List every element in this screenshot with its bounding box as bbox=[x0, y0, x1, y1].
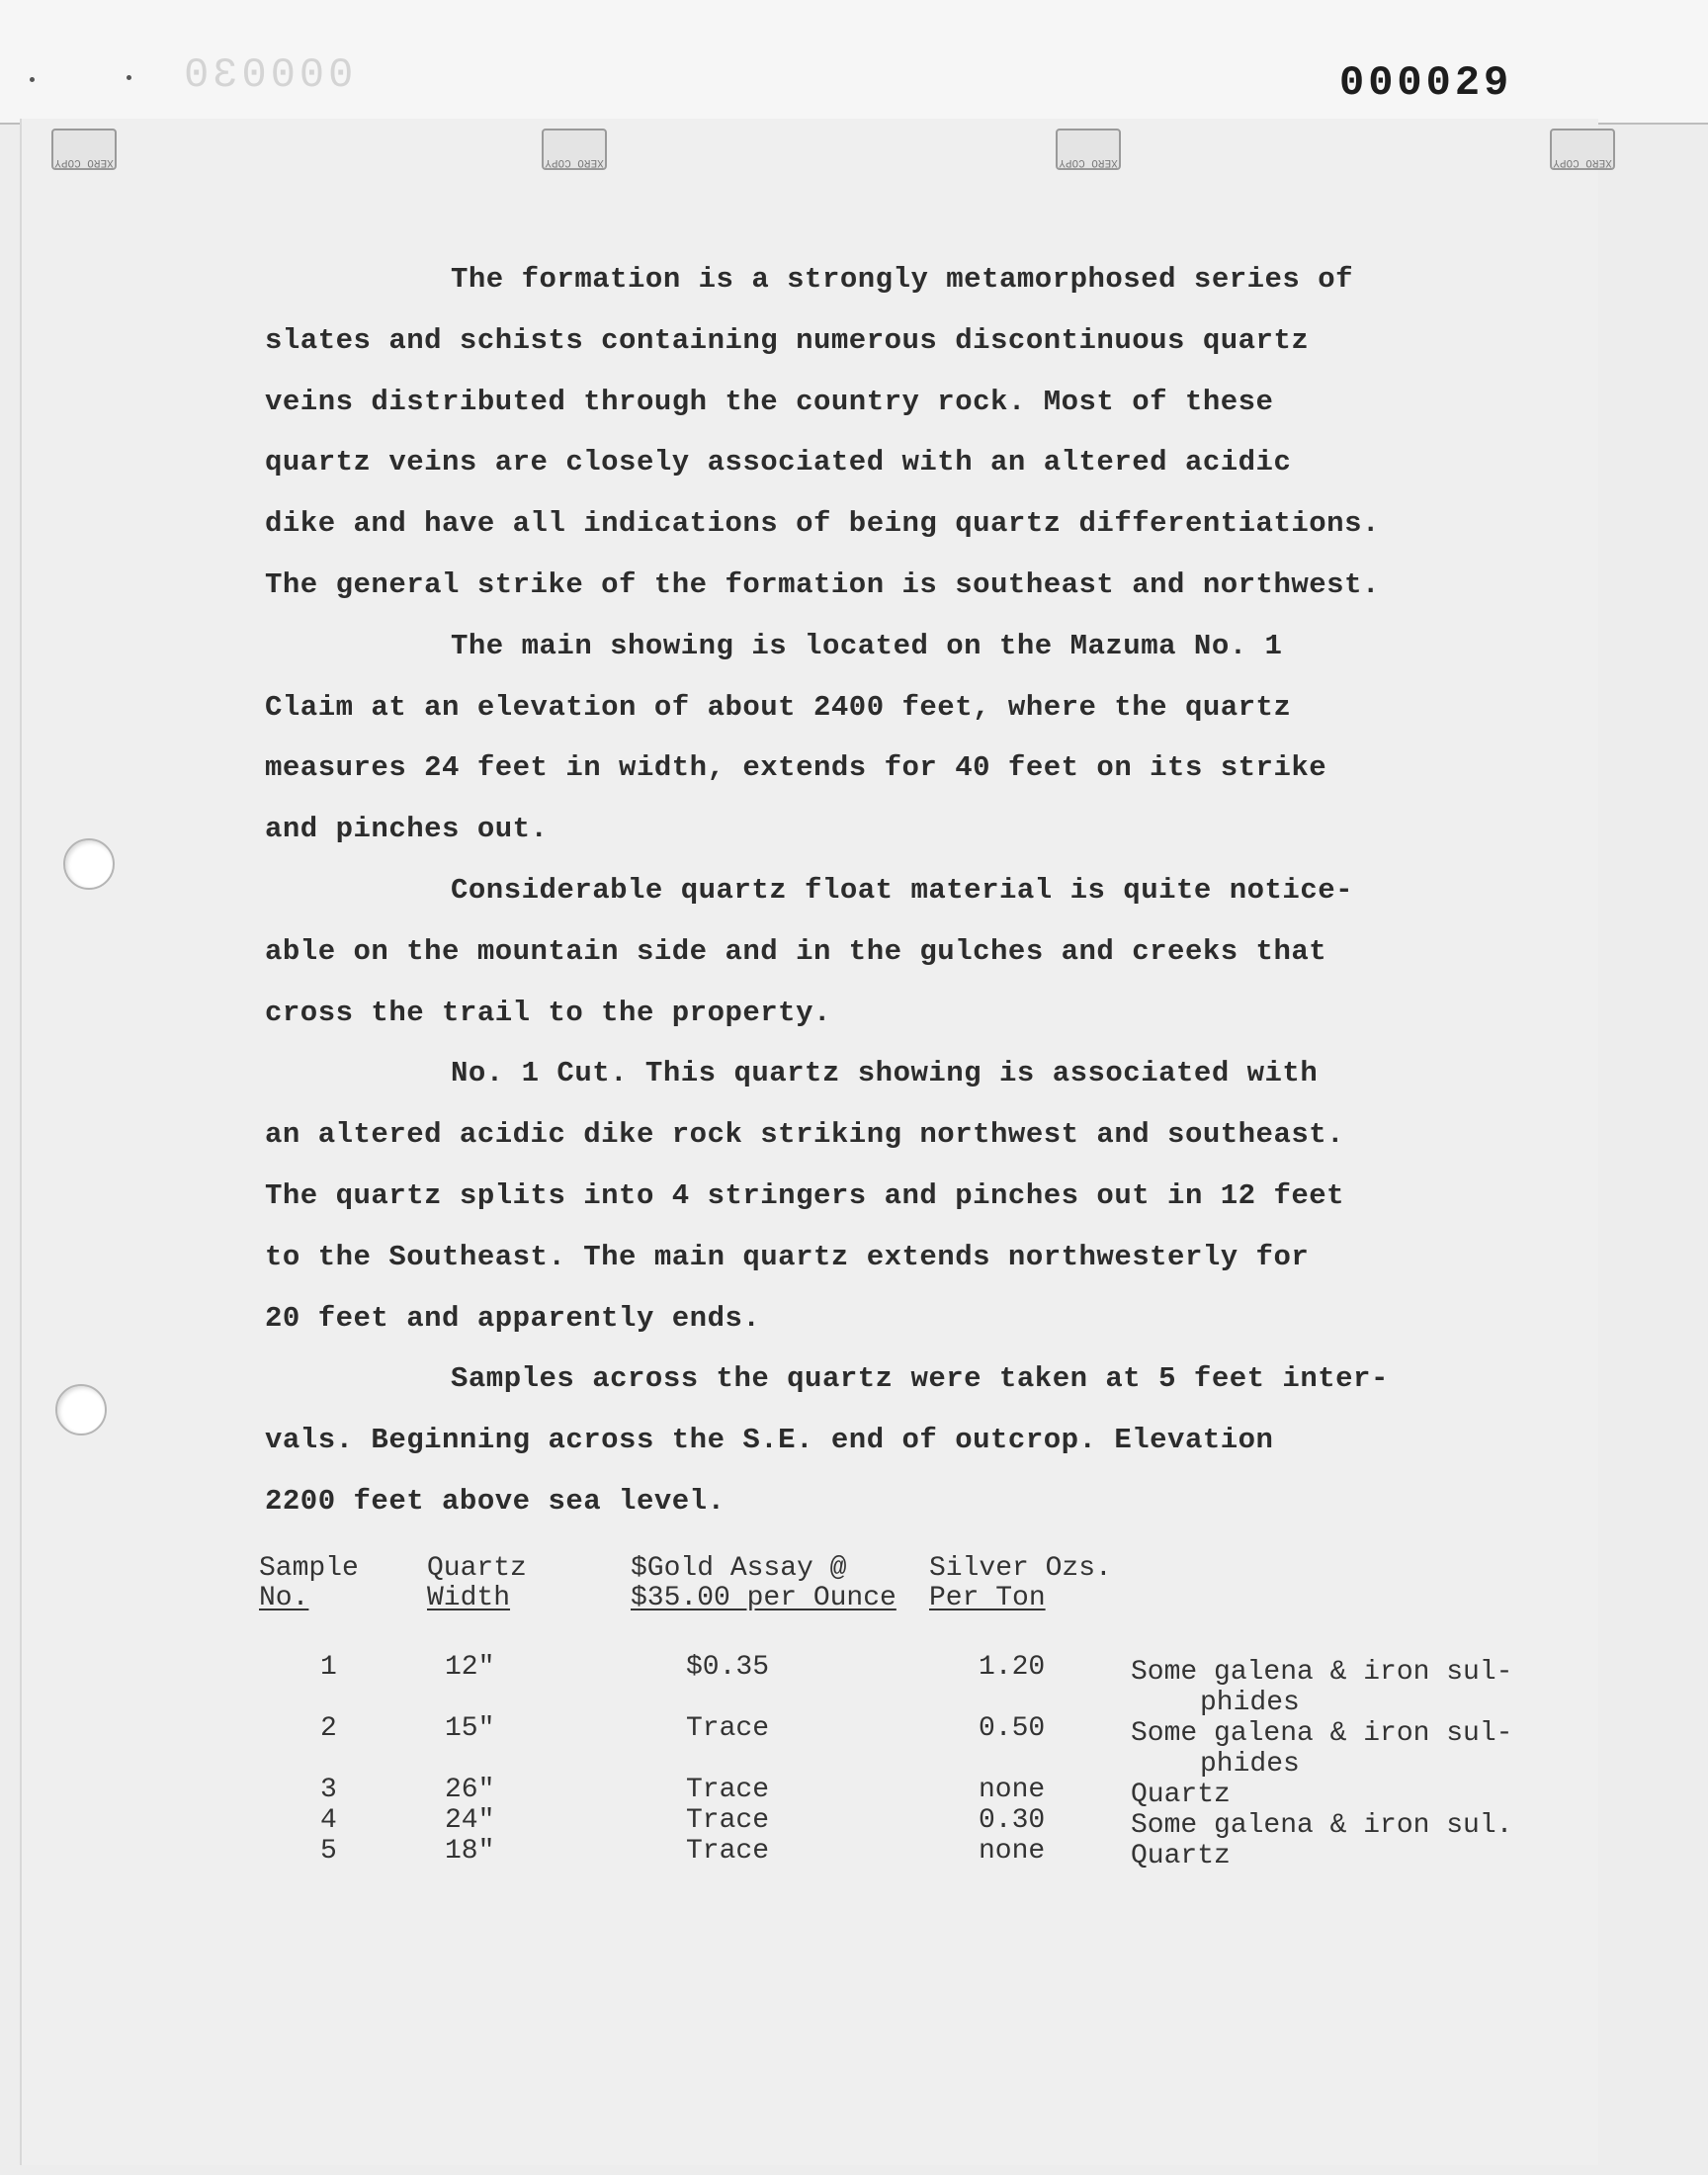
cell-remark: Quartz bbox=[1131, 1841, 1231, 1871]
cell-remark: Quartz bbox=[1131, 1780, 1231, 1810]
cell-no: 4 bbox=[320, 1805, 337, 1836]
cell-gold: Trace bbox=[686, 1713, 770, 1744]
punch-hole bbox=[63, 838, 115, 890]
text-line: quartz veins are closely associated with an altered acidic bbox=[265, 446, 1292, 479]
text-line: dike and have all indications of being quartz differentiations. bbox=[265, 507, 1380, 541]
cell-no: 3 bbox=[320, 1775, 337, 1805]
cell-remark: Some galena & iron sul- bbox=[1131, 1718, 1513, 1749]
cell-gold: $0.35 bbox=[686, 1652, 770, 1683]
cell-silver: 0.30 bbox=[979, 1805, 1046, 1836]
header-gold-line2: $35.00 per Ounce bbox=[631, 1583, 897, 1613]
cell-width: 24" bbox=[445, 1805, 495, 1836]
header-width-line2: Width bbox=[427, 1583, 511, 1613]
header-width bbox=[427, 1554, 527, 1613]
header-gold-line1: $Gold Assay @ bbox=[631, 1553, 847, 1584]
text-line: The main showing is located on the Mazuma No. 1 bbox=[451, 629, 1283, 662]
cell-silver: none bbox=[979, 1775, 1046, 1805]
xero-copy-tab: XERO COPY bbox=[1550, 129, 1615, 170]
text-line: Claim at an elevation of about 2400 feet, where the quartz bbox=[265, 690, 1292, 724]
cell-no: 5 bbox=[320, 1836, 337, 1867]
cell-gold: Trace bbox=[686, 1805, 770, 1836]
text-line: cross the trail to the property. bbox=[265, 996, 831, 1029]
text-line: able on the mountain side and in the gulches and creeks that bbox=[265, 934, 1327, 968]
speck bbox=[127, 75, 131, 80]
cell-gold: Trace bbox=[686, 1836, 770, 1867]
cell-width: 26" bbox=[445, 1775, 495, 1805]
cell-remark: Some galena & iron sul. bbox=[1131, 1810, 1513, 1841]
cell-gold: Trace bbox=[686, 1775, 770, 1805]
text-line: and pinches out. bbox=[265, 813, 549, 846]
ghost-bates-number: 000030 bbox=[180, 51, 354, 99]
speck bbox=[30, 77, 35, 82]
text-line: measures 24 feet in width, extends for 40 feet on its strike bbox=[265, 751, 1327, 785]
text-line: to the Southeast. The main quartz extends northwesterly for bbox=[265, 1240, 1310, 1273]
text-line: an altered acidic dike rock striking northwest and southeast. bbox=[265, 1118, 1345, 1152]
xero-copy-tab: XERO COPY bbox=[51, 129, 117, 170]
cell-silver: none bbox=[979, 1836, 1046, 1867]
text-line: Samples across the quartz were taken at 5 feet inter- bbox=[451, 1362, 1389, 1396]
header-width-line1: Quartz bbox=[427, 1553, 527, 1584]
cell-no: 1 bbox=[320, 1652, 337, 1683]
header-silver-line2: Per Ton bbox=[929, 1583, 1046, 1613]
header-sample-line2: No. bbox=[259, 1583, 309, 1613]
text-line: Considerable quartz float material is quite notice- bbox=[451, 873, 1354, 907]
cell-width: 18" bbox=[445, 1836, 495, 1867]
xero-copy-tab: XERO COPY bbox=[1056, 129, 1121, 170]
cell-width: 12" bbox=[445, 1652, 495, 1683]
punch-hole bbox=[55, 1384, 107, 1436]
text-line: The formation is a strongly metamorphosed series of bbox=[451, 263, 1354, 296]
cell-remark: phides bbox=[1200, 1688, 1300, 1718]
cell-silver: 1.20 bbox=[979, 1652, 1046, 1683]
bates-number: 000029 bbox=[1339, 59, 1513, 107]
header-silver-line1: Silver Ozs. bbox=[929, 1553, 1112, 1584]
text-line: The general strike of the formation is southeast and northwest. bbox=[265, 567, 1380, 601]
cell-remark: phides bbox=[1200, 1749, 1300, 1780]
text-line: vals. Beginning across the S.E. end of outcrop. Elevation bbox=[265, 1424, 1274, 1457]
cell-no: 2 bbox=[320, 1713, 337, 1744]
text-line: slates and schists containing numerous discontinuous quartz bbox=[265, 323, 1310, 357]
text-line: veins distributed through the country rock. Most of these bbox=[265, 385, 1274, 418]
text-line: The quartz splits into 4 stringers and pinches out in 12 feet bbox=[265, 1178, 1345, 1212]
cell-width: 15" bbox=[445, 1713, 495, 1744]
text-line: 2200 feet above sea level. bbox=[265, 1484, 726, 1518]
xero-copy-tab: XERO COPY bbox=[542, 129, 607, 170]
cell-silver: 0.50 bbox=[979, 1713, 1046, 1744]
text-line: No. 1 Cut. This quartz showing is associated with bbox=[451, 1057, 1319, 1090]
text-line: 20 feet and apparently ends. bbox=[265, 1301, 761, 1335]
body-text bbox=[265, 249, 1481, 1532]
cell-remark: Some galena & iron sul- bbox=[1131, 1657, 1513, 1688]
header-silver bbox=[929, 1554, 1112, 1613]
header-sample bbox=[259, 1554, 359, 1613]
header-sample-line1: Sample bbox=[259, 1553, 359, 1584]
header-gold bbox=[631, 1554, 897, 1613]
